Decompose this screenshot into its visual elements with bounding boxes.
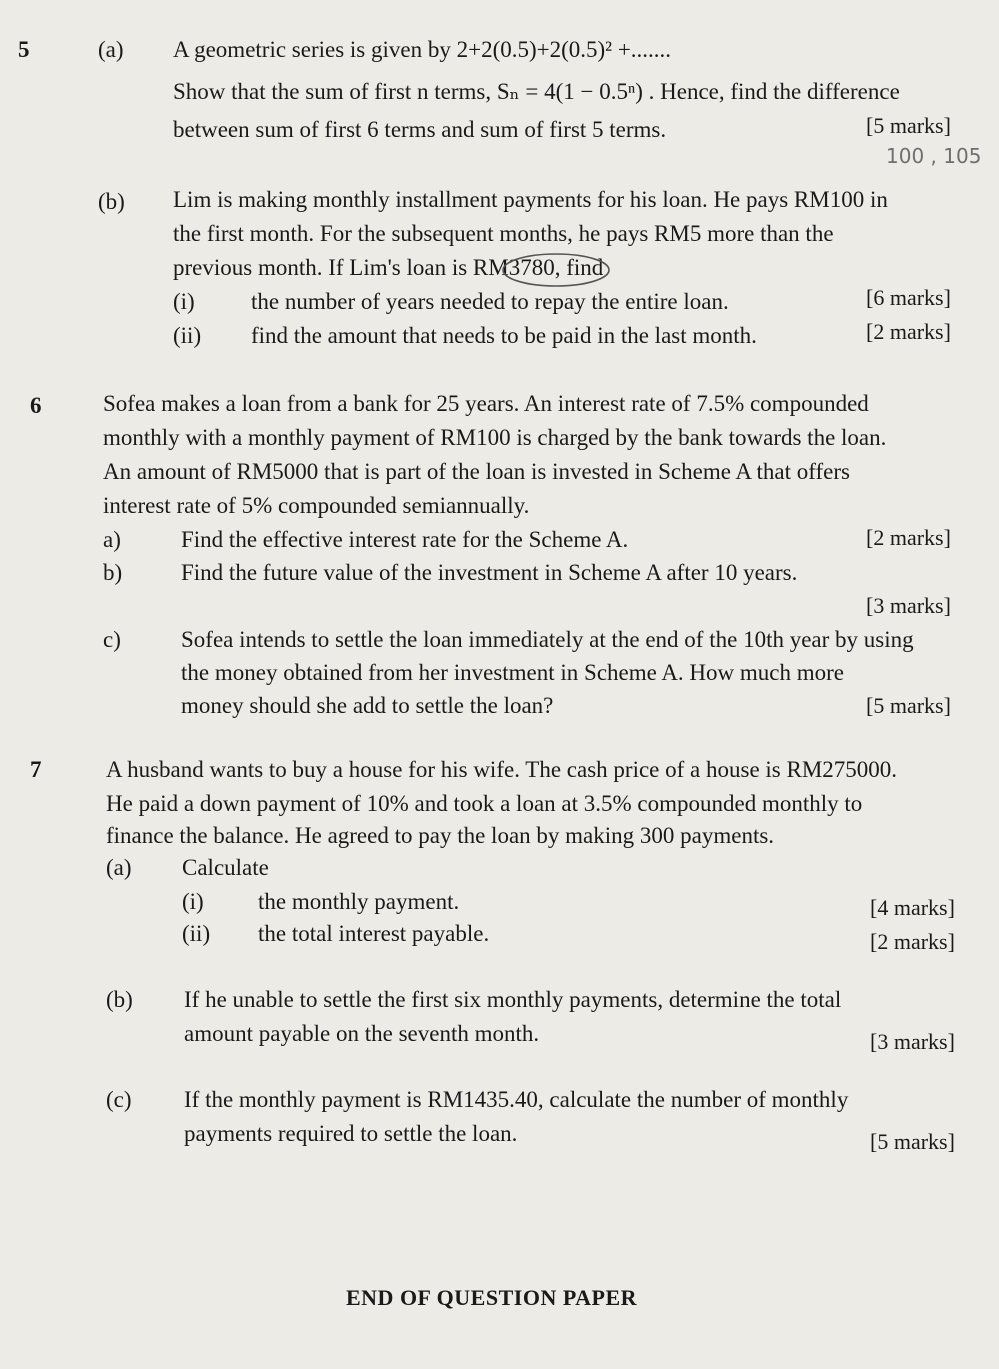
q7b-label: (b) xyxy=(106,987,133,1012)
q5b-line3: previous month. If Lim's loan is RM3780, find xyxy=(173,255,604,280)
q7aii-text: the total interest payable. xyxy=(258,921,490,946)
q6c-line2: the money obtained from her investment in Scheme A. How much more xyxy=(181,660,845,685)
q7-line3: finance the balance. He agreed to pay the loan by making 300 payments. xyxy=(106,823,775,848)
q7-number: 7 xyxy=(30,757,42,782)
handwritten-circle-mark xyxy=(500,251,612,289)
q6b-marks: [3 marks] xyxy=(866,593,951,618)
q5b-label: (b) xyxy=(98,189,125,214)
q7ai-marks: [4 marks] xyxy=(870,895,955,920)
end-of-paper: END OF QUESTION PAPER xyxy=(346,1285,638,1310)
q7ai-text: the monthly payment. xyxy=(258,889,460,914)
q7c-line1: If the monthly payment is RM1435.40, calculate the number of monthly xyxy=(184,1087,849,1112)
q5bii-marks: [2 marks] xyxy=(866,319,951,344)
q7b-marks: [3 marks] xyxy=(870,1029,955,1054)
q5b-line2: the first month. For the subsequent months, he pays RM5 more than the xyxy=(173,221,834,246)
q5a-label: (a) xyxy=(98,37,124,62)
q7b-line1: If he unable to settle the first six monthly payments, determine the total xyxy=(184,987,842,1012)
q5a-marks: [5 marks] xyxy=(866,113,951,138)
q6c-marks: [5 marks] xyxy=(866,693,951,718)
q6c-line3: money should she add to settle the loan? xyxy=(181,693,554,718)
q7a-label: (a) xyxy=(106,855,132,880)
q6b-label: b) xyxy=(103,560,123,585)
q7c-line2: payments required to settle the loan. xyxy=(184,1121,518,1146)
q7b-line2: amount payable on the seventh month. xyxy=(184,1021,540,1046)
q5a-line1: A geometric series is given by 2+2(0.5)+2(0.5)² +....... xyxy=(173,37,672,62)
q6c-line1: Sofea intends to settle the loan immediately at the end of the 10th year by using xyxy=(181,627,914,652)
q5b-line1: Lim is making monthly installment payments for his loan. He pays RM100 in xyxy=(173,187,888,212)
q7c-label: (c) xyxy=(106,1087,132,1112)
q7ai-label: (i) xyxy=(182,889,204,914)
q5bi-marks: [6 marks] xyxy=(866,285,951,310)
q5bii-label: (ii) xyxy=(173,323,202,348)
q7-line1: A husband wants to buy a house for his wife. The cash price of a house is RM275000. xyxy=(106,757,898,782)
q6-line4: interest rate of 5% compounded semiannually. xyxy=(103,493,530,518)
q7-line2: He paid a down payment of 10% and took a loan at 3.5% compounded monthly to xyxy=(106,791,863,816)
q6a-marks: [2 marks] xyxy=(866,525,951,550)
q6-number: 6 xyxy=(30,393,42,418)
q6b-text: Find the future value of the investment in Scheme A after 10 years. xyxy=(181,560,798,585)
q5-number: 5 xyxy=(18,37,30,62)
q5bi-label: (i) xyxy=(173,289,195,314)
q7c-marks: [5 marks] xyxy=(870,1129,955,1154)
q7a-text: Calculate xyxy=(182,855,269,880)
q5a-line2: Show that the sum of first n terms, Sₙ = 4(1 − 0.5ⁿ) . Hence, find the difference xyxy=(173,79,900,104)
q6-line2: monthly with a monthly payment of RM100 is charged by the bank towards the loan. xyxy=(103,425,887,450)
q5bii-text: find the amount that needs to be paid in the last month. xyxy=(251,323,757,348)
handwritten-note: 100 , 105 xyxy=(886,144,982,168)
q6a-text: Find the effective interest rate for the Scheme A. xyxy=(181,527,629,552)
q5bi-text: the number of years needed to repay the entire loan. xyxy=(251,289,729,314)
q7aii-label: (ii) xyxy=(182,921,211,946)
q6c-label: c) xyxy=(103,627,121,652)
q7aii-marks: [2 marks] xyxy=(870,929,955,954)
q6-line1: Sofea makes a loan from a bank for 25 years. An interest rate of 7.5% compounded xyxy=(103,391,869,416)
q6-line3: An amount of RM5000 that is part of the loan is invested in Scheme A that offers xyxy=(103,459,850,484)
q5a-line3: between sum of first 6 terms and sum of first 5 terms. xyxy=(173,117,667,142)
q6a-label: a) xyxy=(103,527,121,552)
